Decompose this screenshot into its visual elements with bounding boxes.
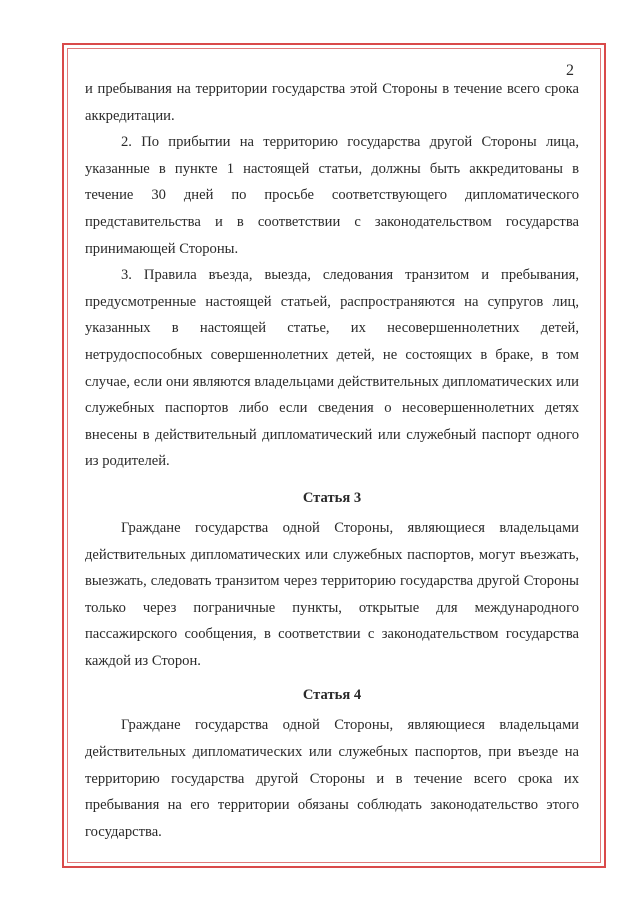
paragraph-item-2: 2. По прибытии на территорию государства другой Стороны лица, указанные в пункте 1 настоящей статьи, должны быть аккредитованы в течение 30 дней по просьбе соответствующего дипломатического представительства и в соответствии с законодательством государства принимающей Стороны.: [85, 134, 579, 257]
article-4-heading: Статья 4: [302, 687, 362, 704]
page-number: 2: [566, 62, 574, 79]
document-body: [85, 76, 579, 845]
article-3-heading: Статья 3: [302, 489, 362, 506]
paragraph-item-3: 3. Правила въезда, выезда, следования транзитом и пребывания, предусмотренные настоящей статьей, распространяются на супругов лиц, указанных в настоящей статье, их несовершеннолетних детей, нетрудоспособных совершеннолетних детей, не состоящих в браке, в том случае, если они являются владельцами действительных дипломатических или служебных паспортов либо если сведения о несовершеннолетних детях внесены в действительный дипломатический или служебный паспорт одного из родителей.: [85, 267, 579, 470]
article-3-text: Граждане государства одной Стороны, являющиеся владельцами действительных дипломатических или служебных паспортов, могут въезжать, выезжать, следовать транзитом через территорию государства другой Стороны только через пограничные пункты, открытые для международного пассажирского сообщения, в соответствии с законодательством государства каждой из Сторон.: [85, 519, 579, 669]
article-4-text: Граждане государства одной Стороны, являющиеся владельцами действительных дипломатических или служебных паспортов, при въезде на территорию государства другой Стороны и в течение всего срока их пребывания на его территории обязаны соблюдать законодательство этого государства.: [85, 717, 579, 840]
paragraph-continuation: и пребывания на территории государства этой Стороны в течение всего срока аккредитации.: [85, 81, 579, 124]
